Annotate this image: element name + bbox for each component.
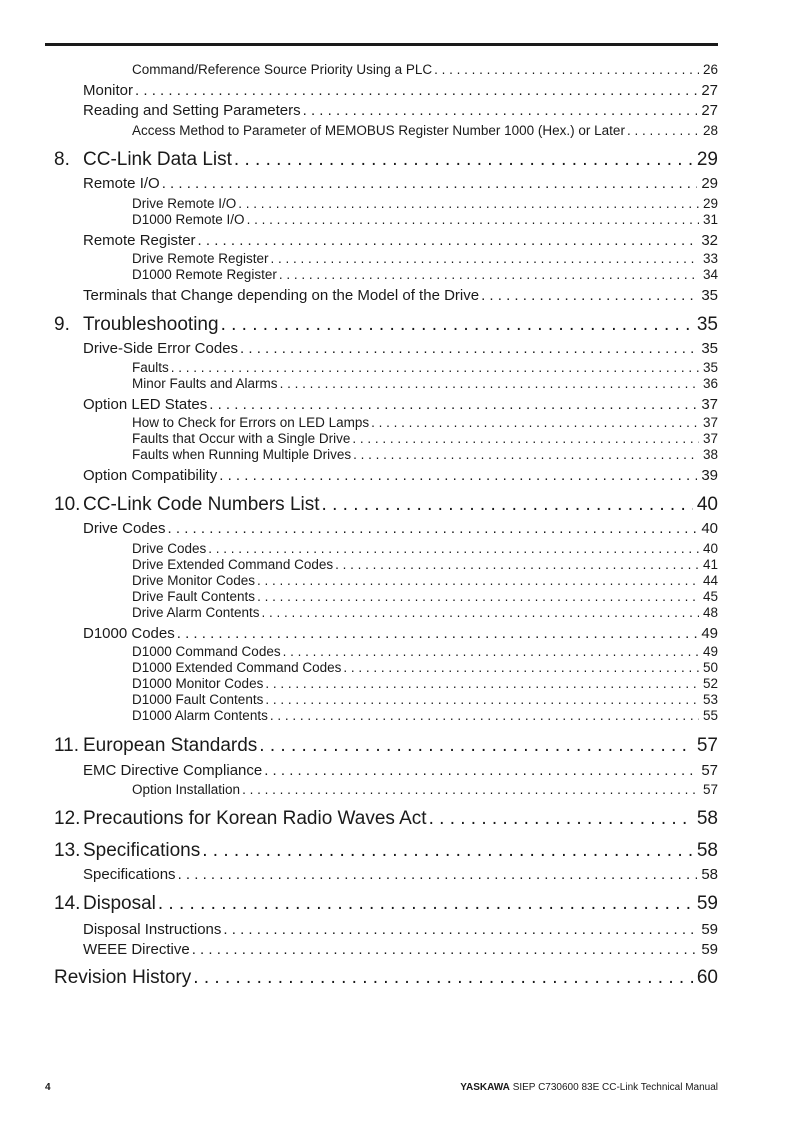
toc-page-number: 36 — [702, 376, 718, 391]
toc-entry-level-3[interactable] — [132, 660, 718, 677]
toc-entry-title: Minor Faults and Alarms — [132, 376, 278, 391]
toc-dot-leader — [352, 431, 699, 446]
toc-entry-level-1[interactable] — [54, 149, 718, 173]
toc-entry-title: Drive Fault Contents — [132, 589, 256, 604]
footer-page-number: 4 — [45, 1082, 51, 1093]
toc-page-number: 35 — [696, 314, 718, 335]
toc-dot-leader — [481, 287, 697, 304]
toc-entry-title: D1000 Fault Contents — [132, 692, 264, 707]
toc-page-number: 34 — [702, 267, 718, 282]
toc-page-number: 26 — [702, 62, 718, 77]
toc-entry-level-3[interactable] — [132, 360, 718, 377]
toc-entry-level-1[interactable] — [54, 494, 718, 518]
toc-entry-level-2[interactable] — [83, 921, 718, 940]
toc-page-number: 31 — [702, 212, 718, 227]
toc-entry-level-3[interactable] — [132, 447, 718, 464]
toc-entry-level-3[interactable] — [132, 573, 718, 590]
toc-entry-title: Terminals that Change depending on the Model of the Drive — [83, 287, 480, 304]
toc-entry-title: Precautions for Korean Radio Waves Act — [83, 808, 427, 829]
toc-dot-leader — [221, 314, 693, 336]
toc-entry-title: Monitor — [83, 82, 134, 99]
toc-page-number: 58 — [696, 808, 718, 829]
toc-entry-level-2[interactable] — [83, 625, 718, 644]
toc-entry-title: Remote I/O — [83, 175, 160, 192]
toc-dot-leader — [238, 196, 699, 211]
toc-dot-leader — [193, 967, 693, 989]
toc-entry-title: D1000 Remote I/O — [132, 212, 245, 227]
toc-entry-level-1[interactable] — [54, 735, 718, 759]
toc-entry-title: Access Method to Parameter of MEMOBUS Register Number 1000 (Hex.) or Later — [132, 123, 625, 138]
toc-entry-level-3[interactable] — [132, 376, 718, 393]
toc-dot-leader — [168, 520, 698, 537]
toc-page-number: 44 — [702, 573, 718, 588]
toc-entry-level-3[interactable] — [132, 541, 718, 558]
toc-entry-title: Command/Reference Source Priority Using a PLC — [132, 62, 433, 77]
toc-entry-level-3[interactable] — [132, 644, 718, 661]
toc-section-number: 14. — [54, 893, 81, 914]
toc-entry-level-3[interactable] — [132, 251, 718, 268]
toc-entry-level-3[interactable] — [132, 708, 718, 725]
toc-entry-title: Disposal — [83, 893, 156, 914]
footer-manual-title — [460, 1082, 718, 1093]
toc-dot-leader — [371, 415, 699, 430]
toc-entry-level-1[interactable] — [54, 840, 718, 864]
toc-entry-level-2[interactable] — [83, 82, 718, 101]
toc-entry-title: Drive Remote I/O — [132, 196, 237, 211]
toc-dot-leader — [429, 808, 693, 830]
toc-entry-level-3[interactable] — [132, 123, 718, 140]
toc-page-number: 27 — [701, 82, 718, 99]
toc-dot-leader — [259, 735, 693, 757]
toc-page-number: 52 — [702, 676, 718, 691]
toc-dot-leader — [271, 251, 699, 266]
toc-entry-level-3[interactable] — [132, 431, 718, 448]
toc-dot-leader — [343, 660, 699, 675]
toc-dot-leader — [198, 232, 698, 249]
toc-entry-level-2[interactable] — [83, 762, 718, 781]
toc-entry-level-2[interactable] — [83, 175, 718, 194]
toc-page-number: 59 — [701, 921, 718, 938]
toc-entry-title: WEEE Directive — [83, 941, 190, 958]
toc-dot-leader — [219, 467, 697, 484]
toc-page-number: 28 — [702, 123, 718, 138]
toc-page-number: 32 — [701, 232, 718, 249]
toc-section-number: 12. — [54, 808, 81, 829]
toc-entry-title: Drive Extended Command Codes — [132, 557, 334, 572]
footer-manual-name: SIEP C730600 83E CC-Link Technical Manual — [512, 1082, 718, 1093]
toc-page-number: 59 — [701, 941, 718, 958]
toc-entry-level-3[interactable] — [132, 557, 718, 574]
toc-entry-level-1[interactable] — [54, 314, 718, 338]
toc-page-number: 59 — [696, 893, 718, 914]
toc-dot-leader — [135, 82, 697, 99]
toc-entry-title: EMC Directive Compliance — [83, 762, 263, 779]
toc-entry-title: Drive Codes — [132, 541, 207, 556]
toc-entry-title: Drive Remote Register — [132, 251, 269, 266]
toc-entry-level-2[interactable] — [83, 941, 718, 960]
toc-page-number: 27 — [701, 102, 718, 119]
toc-section-number: 9. — [54, 314, 70, 335]
toc-section-number: 11. — [54, 735, 80, 756]
toc-page-number: 57 — [696, 735, 718, 756]
toc-dot-leader — [247, 212, 699, 227]
toc-entry-title: D1000 Extended Command Codes — [132, 660, 342, 675]
toc-page-number: 58 — [701, 866, 718, 883]
toc-page-number: 35 — [702, 360, 718, 375]
toc-section-number: 13. — [54, 840, 81, 861]
toc-entry-title: CC-Link Code Numbers List — [83, 494, 320, 515]
toc-dot-leader — [434, 62, 699, 77]
toc-entry-level-3[interactable] — [132, 605, 718, 622]
toc-page-number: 50 — [702, 660, 718, 675]
toc-entry-level-3[interactable] — [132, 62, 718, 79]
toc-page-number: 35 — [701, 340, 718, 357]
toc-page-number: 29 — [701, 175, 718, 192]
toc-entry-title: European Standards — [83, 735, 258, 756]
toc-dot-leader — [283, 644, 699, 659]
toc-entry-title: CC-Link Data List — [83, 149, 232, 170]
toc-page-number: 57 — [702, 782, 718, 797]
toc-dot-leader — [335, 557, 699, 572]
toc-entry-level-2[interactable] — [83, 520, 718, 539]
toc-entry-title: D1000 Command Codes — [132, 644, 281, 659]
toc-section-number: 10. — [54, 494, 81, 515]
toc-dot-leader — [177, 625, 698, 642]
toc-page-number: 58 — [696, 840, 718, 861]
toc-entry-level-1[interactable] — [54, 808, 718, 832]
toc-page-number: 29 — [696, 149, 718, 170]
toc-page-number: 41 — [702, 557, 718, 572]
toc-dot-leader — [262, 605, 699, 620]
toc-page-number: 53 — [702, 692, 718, 707]
toc-page-number: 49 — [702, 644, 718, 659]
toc-entry-level-1[interactable] — [54, 893, 718, 917]
toc-page-number: 37 — [702, 415, 718, 430]
toc-dot-leader — [257, 589, 699, 604]
toc-page-number: 35 — [701, 287, 718, 304]
toc-entry-title: D1000 Remote Register — [132, 267, 277, 282]
toc-page-number: 37 — [702, 431, 718, 446]
toc-entry-title: Drive-Side Error Codes — [83, 340, 239, 357]
toc-page-number: 39 — [701, 467, 718, 484]
toc-entry-title: Faults — [132, 360, 169, 375]
toc-entry-title: Specifications — [83, 866, 176, 883]
toc-page-number: 29 — [702, 196, 718, 211]
toc-entry-level-3[interactable] — [132, 676, 718, 693]
toc-entry-level-2[interactable] — [83, 866, 718, 885]
toc-entry-title: How to Check for Errors on LED Lamps — [132, 415, 370, 430]
footer-brand: YASKAWA — [460, 1082, 510, 1093]
toc-entry-title: Drive Alarm Contents — [132, 605, 260, 620]
toc-entry-title: Revision History — [54, 967, 192, 988]
toc-dot-leader — [192, 941, 698, 958]
toc-dot-leader — [303, 102, 698, 119]
toc-entry-title: Drive Codes — [83, 520, 166, 537]
toc-entry-level-3[interactable] — [132, 196, 718, 213]
toc-dot-leader — [223, 921, 697, 938]
toc-dot-leader — [158, 893, 693, 915]
toc-page-number: 60 — [696, 967, 718, 988]
toc-page-number: 38 — [702, 447, 718, 462]
toc-entry-title: Specifications — [83, 840, 201, 861]
toc-dot-leader — [265, 692, 699, 707]
toc-section-number: 8. — [54, 149, 70, 170]
toc-dot-leader — [208, 541, 699, 556]
toc-entry-level-1[interactable] — [54, 967, 718, 991]
toc-entry-level-2[interactable] — [83, 340, 718, 359]
toc-entry-level-3[interactable] — [132, 782, 718, 799]
toc-entry-title: Option LED States — [83, 396, 208, 413]
toc-page-number: 37 — [701, 396, 718, 413]
toc-page-number: 33 — [702, 251, 718, 266]
toc-entry-level-3[interactable] — [132, 589, 718, 606]
toc-entry-title: D1000 Monitor Codes — [132, 676, 264, 691]
toc-page-number: 40 — [696, 494, 718, 515]
toc-entry-title: Faults that Occur with a Single Drive — [132, 431, 351, 446]
toc-dot-leader — [322, 494, 693, 516]
toc-entry-title: Drive Monitor Codes — [132, 573, 256, 588]
toc-dot-leader — [280, 376, 699, 391]
toc-page-number: 40 — [702, 541, 718, 556]
toc-entry-level-2[interactable] — [83, 232, 718, 251]
toc-entry-level-3[interactable] — [132, 692, 718, 709]
toc-dot-leader — [171, 360, 699, 375]
toc-entry-level-3[interactable] — [132, 415, 718, 432]
toc-dot-leader — [234, 149, 693, 171]
toc-dot-leader — [265, 676, 699, 691]
toc-entry-title: Faults when Running Multiple Drives — [132, 447, 352, 462]
toc-dot-leader — [353, 447, 699, 462]
toc-dot-leader — [242, 782, 699, 797]
toc-dot-leader — [162, 175, 698, 192]
toc-entry-title: Troubleshooting — [83, 314, 219, 335]
toc-dot-leader — [257, 573, 699, 588]
toc-entry-title: Reading and Setting Parameters — [83, 102, 301, 119]
toc-entry-title: Option Compatibility — [83, 467, 218, 484]
toc-entry-level-2[interactable] — [83, 102, 718, 121]
toc-page-number: 55 — [702, 708, 718, 723]
toc-entry-level-2[interactable] — [83, 467, 718, 486]
toc-dot-leader — [202, 840, 693, 862]
toc-entry-title: Remote Register — [83, 232, 196, 249]
toc-entry-title: D1000 Alarm Contents — [132, 708, 268, 723]
toc-dot-leader — [627, 123, 699, 138]
toc-page-number: 57 — [701, 762, 718, 779]
toc-dot-leader — [209, 396, 697, 413]
toc-page-number: 40 — [701, 520, 718, 537]
toc-dot-leader — [178, 866, 698, 883]
toc-entry-level-3[interactable] — [132, 212, 718, 229]
toc-dot-leader — [264, 762, 697, 779]
toc-dot-leader — [240, 340, 697, 357]
toc-entry-title: D1000 Codes — [83, 625, 175, 642]
toc-entry-level-2[interactable] — [83, 396, 718, 415]
toc-page-number: 49 — [701, 625, 718, 642]
toc-entry-title: Disposal Instructions — [83, 921, 222, 938]
toc-entry-level-2[interactable] — [83, 287, 718, 306]
toc-entry-title: Option Installation — [132, 782, 241, 797]
toc-page-number: 45 — [702, 589, 718, 604]
toc-entry-level-3[interactable] — [132, 267, 718, 284]
toc-dot-leader — [279, 267, 699, 282]
toc-dot-leader — [270, 708, 699, 723]
toc-page-number: 48 — [702, 605, 718, 620]
